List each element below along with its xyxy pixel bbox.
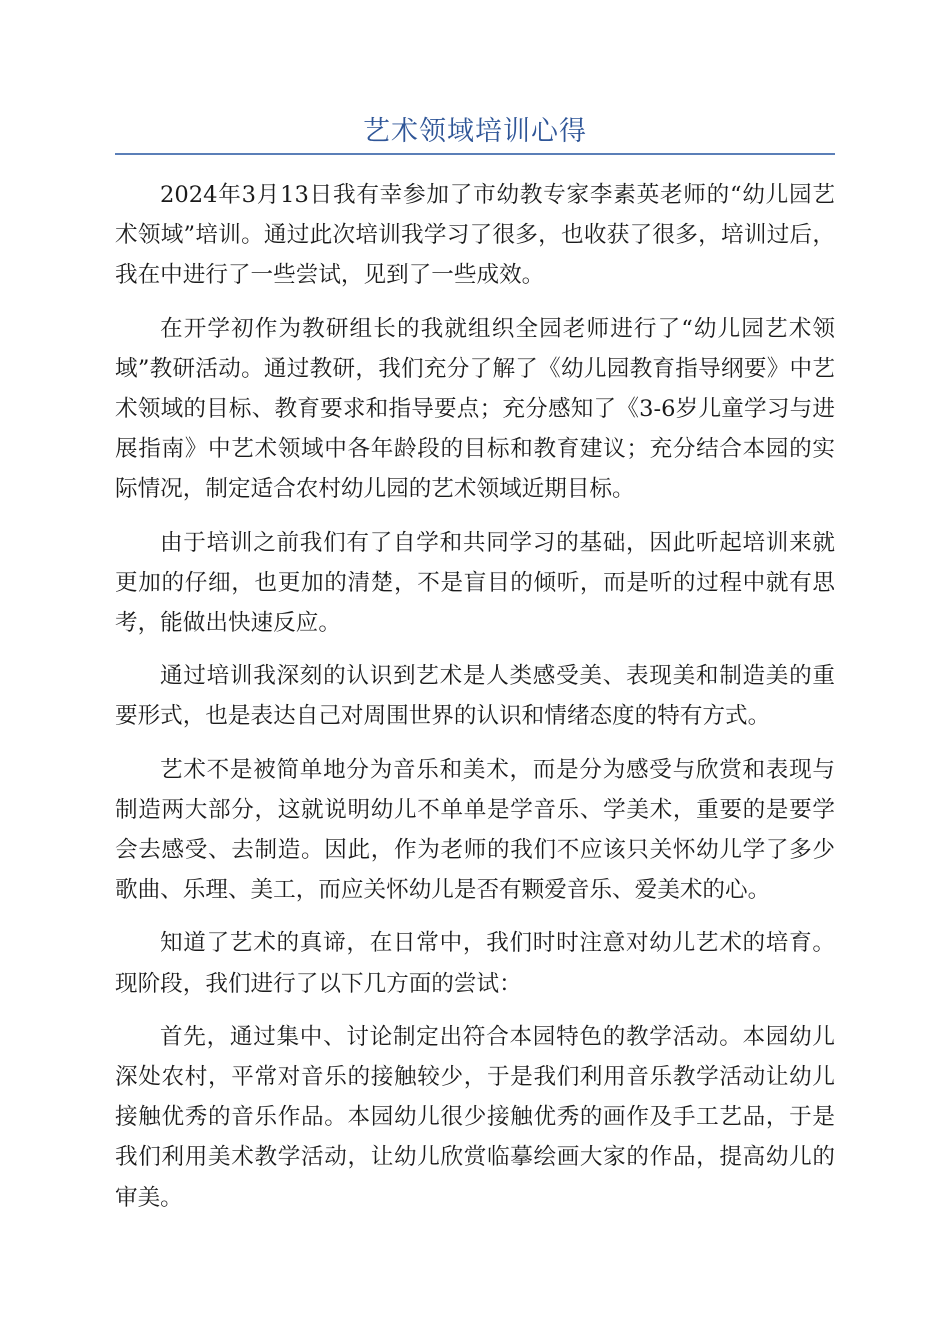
paragraph: 艺术不是被简单地分为音乐和美术，而是分为感受与欣赏和表现与制造两大部分，这就说明幼儿不单单是学音乐、学美术，重要的是要学会去感受、去制造。因此，作为老师的我们不应该只关怀幼儿学了多少歌曲、乐理、美工，而应关怀幼儿是否有颗爱音乐、爱美术的心。 xyxy=(115,756,835,904)
paragraph: 通过培训我深刻的认识到艺术是人类感受美、表现美和制造美的重要形式，也是表达自己对周围世界的认识和情绪态度的特有方式。 xyxy=(115,663,835,730)
paragraph: 在开学初作为教研组长的我就组织全园老师进行了“幼儿园艺术领域”教研活动。通过教研，我们充分了解了《幼儿园教育指导纲要》中艺术领域的目标、教育要求和指导要点；充分感知了《3-6岁儿童学习与进展指南》中艺术领域中各年龄段的目标和教育建议；充分结合本园的实际情况，制定适合农村幼儿园的艺术领域近期目标。 xyxy=(115,315,835,503)
document-title: 艺术领域培训心得 xyxy=(363,116,587,147)
paragraph: 首先，通过集中、讨论制定出符合本园特色的教学活动。本园幼儿深处农村，平常对音乐的接触较少，于是我们利用音乐教学活动让幼儿接触优秀的音乐作品。本园幼儿很少接触优秀的画作及手工艺品，于是我们利用美术教学活动，让幼儿欣赏临摹绘画大家的作品，提高幼儿的审美。 xyxy=(115,1023,835,1211)
document-body xyxy=(115,175,835,1231)
paragraph: 知道了艺术的真谛，在日常中，我们时时注意对幼儿艺术的培育。现阶段，我们进行了以下几方面的尝试： xyxy=(115,930,835,997)
paragraph: 由于培训之前我们有了自学和共同学习的基础，因此听起培训来就更加的仔细，也更加的清楚，不是盲目的倾听，而是听的过程中就有思考，能做出快速反应。 xyxy=(115,529,835,637)
title-underline xyxy=(115,153,835,155)
paragraph: 2024年3月13日我有幸参加了市幼教专家李素英老师的“幼儿园艺术领域”培训。通过此次培训我学习了很多，也收获了很多，培训过后，我在中进行了一些尝试，见到了一些成效。 xyxy=(115,182,835,289)
